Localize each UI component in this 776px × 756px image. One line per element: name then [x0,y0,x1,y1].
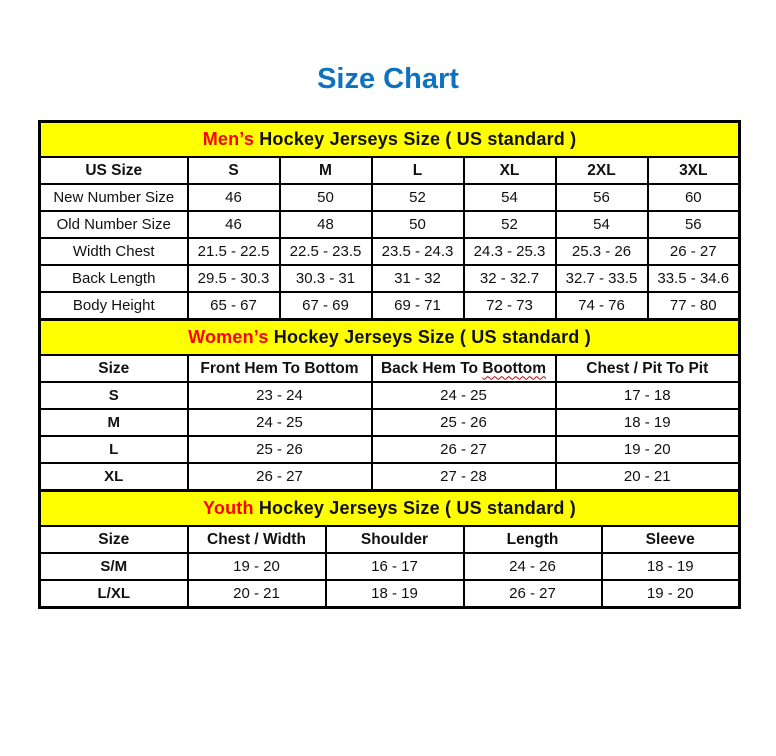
youth-row-label: L/XL [40,580,188,608]
womens-row [40,463,740,491]
mens-col-header: 2XL [556,157,648,184]
womens-value-cell: 24 - 25 [372,382,556,409]
mens-col-header: US Size [40,157,188,184]
mens-col-header: L [372,157,464,184]
mens-col-header: 3XL [648,157,740,184]
womens-value-cell: 24 - 25 [188,409,372,436]
mens-row [40,292,740,320]
youth-row [40,553,740,580]
womens-col-header: Size [40,355,188,382]
mens-value-cell: 69 - 71 [372,292,464,320]
youth-value-cell: 16 - 17 [326,553,464,580]
youth-header-row [40,526,740,553]
youth-section-banner [40,491,740,527]
youth-value-cell: 19 - 20 [602,580,740,608]
mens-value-cell: 72 - 73 [464,292,556,320]
page-title: Size Chart [317,63,459,95]
youth-value-cell: 18 - 19 [326,580,464,608]
mens-value-cell: 24.3 - 25.3 [464,238,556,265]
mens-value-cell: 31 - 32 [372,265,464,292]
youth-banner-text: Hockey Jerseys Size ( US standard ) [253,498,576,518]
mens-row-label: Back Length [40,265,188,292]
youth-value-cell: 18 - 19 [602,553,740,580]
womens-value-cell: 17 - 18 [556,382,740,409]
mens-banner-text: Hockey Jerseys Size ( US standard ) [254,129,577,149]
womens-value-cell: 20 - 21 [556,463,740,491]
mens-value-cell: 54 [464,184,556,211]
youth-value-cell: 24 - 26 [464,553,602,580]
mens-value-cell: 67 - 69 [280,292,372,320]
youth-row-label: S/M [40,553,188,580]
youth-size-table [38,489,741,609]
col-header-text: Back Hem To [380,359,483,377]
womens-banner-row [40,320,740,356]
youth-banner-row [40,491,740,527]
misspelled-word: Boottom [482,359,547,377]
mens-value-cell: 23.5 - 24.3 [372,238,464,265]
youth-col-header: Sleeve [602,526,740,553]
womens-value-cell: 23 - 24 [188,382,372,409]
womens-row [40,409,740,436]
mens-row [40,265,740,292]
mens-row-label: Body Height [40,292,188,320]
mens-value-cell: 46 [188,184,280,211]
mens-value-cell: 56 [556,184,648,211]
womens-col-header: Front Hem To Bottom [188,355,372,382]
youth-col-header: Length [464,526,602,553]
youth-value-cell: 26 - 27 [464,580,602,608]
mens-value-cell: 29.5 - 30.3 [188,265,280,292]
mens-col-header: XL [464,157,556,184]
mens-col-header: M [280,157,372,184]
womens-section-banner [40,320,740,356]
womens-value-cell: 27 - 28 [372,463,556,491]
mens-banner-highlight: Men’s [202,129,255,149]
mens-value-cell: 54 [556,211,648,238]
youth-col-header: Chest / Width [188,526,326,553]
womens-row-label: M [40,409,188,436]
youth-col-header: Shoulder [326,526,464,553]
mens-value-cell: 50 [280,184,372,211]
mens-value-cell: 74 - 76 [556,292,648,320]
mens-row-label: Old Number Size [40,211,188,238]
mens-value-cell: 56 [648,211,740,238]
size-chart [38,120,738,609]
mens-value-cell: 65 - 67 [188,292,280,320]
mens-value-cell: 60 [648,184,740,211]
womens-header-row [40,355,740,382]
womens-row [40,382,740,409]
youth-value-cell: 19 - 20 [188,553,326,580]
mens-value-cell: 52 [372,184,464,211]
womens-col-header: Chest / Pit To Pit [556,355,740,382]
youth-col-header: Size [40,526,188,553]
womens-value-cell: 25 - 26 [372,409,556,436]
womens-col-header [372,355,556,382]
mens-value-cell: 32.7 - 33.5 [556,265,648,292]
mens-value-cell: 32 - 32.7 [464,265,556,292]
womens-size-table [38,318,741,492]
mens-col-header: S [188,157,280,184]
mens-value-cell: 52 [464,211,556,238]
mens-value-cell: 25.3 - 26 [556,238,648,265]
mens-value-cell: 33.5 - 34.6 [648,265,740,292]
youth-banner-highlight: Youth [203,498,254,518]
mens-row-label: Width Chest [40,238,188,265]
mens-row [40,211,740,238]
mens-value-cell: 77 - 80 [648,292,740,320]
mens-row [40,238,740,265]
mens-row [40,184,740,211]
womens-row-label: L [40,436,188,463]
womens-value-cell: 18 - 19 [556,409,740,436]
mens-size-table [38,120,741,321]
mens-value-cell: 48 [280,211,372,238]
womens-banner-text: Hockey Jerseys Size ( US standard ) [268,327,591,347]
mens-value-cell: 46 [188,211,280,238]
mens-value-cell: 26 - 27 [648,238,740,265]
mens-section-banner [40,122,740,158]
womens-row-label: S [40,382,188,409]
womens-value-cell: 25 - 26 [188,436,372,463]
mens-value-cell: 22.5 - 23.5 [280,238,372,265]
mens-value-cell: 21.5 - 22.5 [188,238,280,265]
womens-banner-highlight: Women’s [188,327,269,347]
youth-row [40,580,740,608]
youth-value-cell: 20 - 21 [188,580,326,608]
mens-banner-row [40,122,740,158]
mens-header-row [40,157,740,184]
womens-value-cell: 26 - 27 [372,436,556,463]
mens-value-cell: 50 [372,211,464,238]
womens-row-label: XL [40,463,188,491]
womens-value-cell: 26 - 27 [188,463,372,491]
womens-value-cell: 19 - 20 [556,436,740,463]
womens-row [40,436,740,463]
mens-row-label: New Number Size [40,184,188,211]
mens-value-cell: 30.3 - 31 [280,265,372,292]
